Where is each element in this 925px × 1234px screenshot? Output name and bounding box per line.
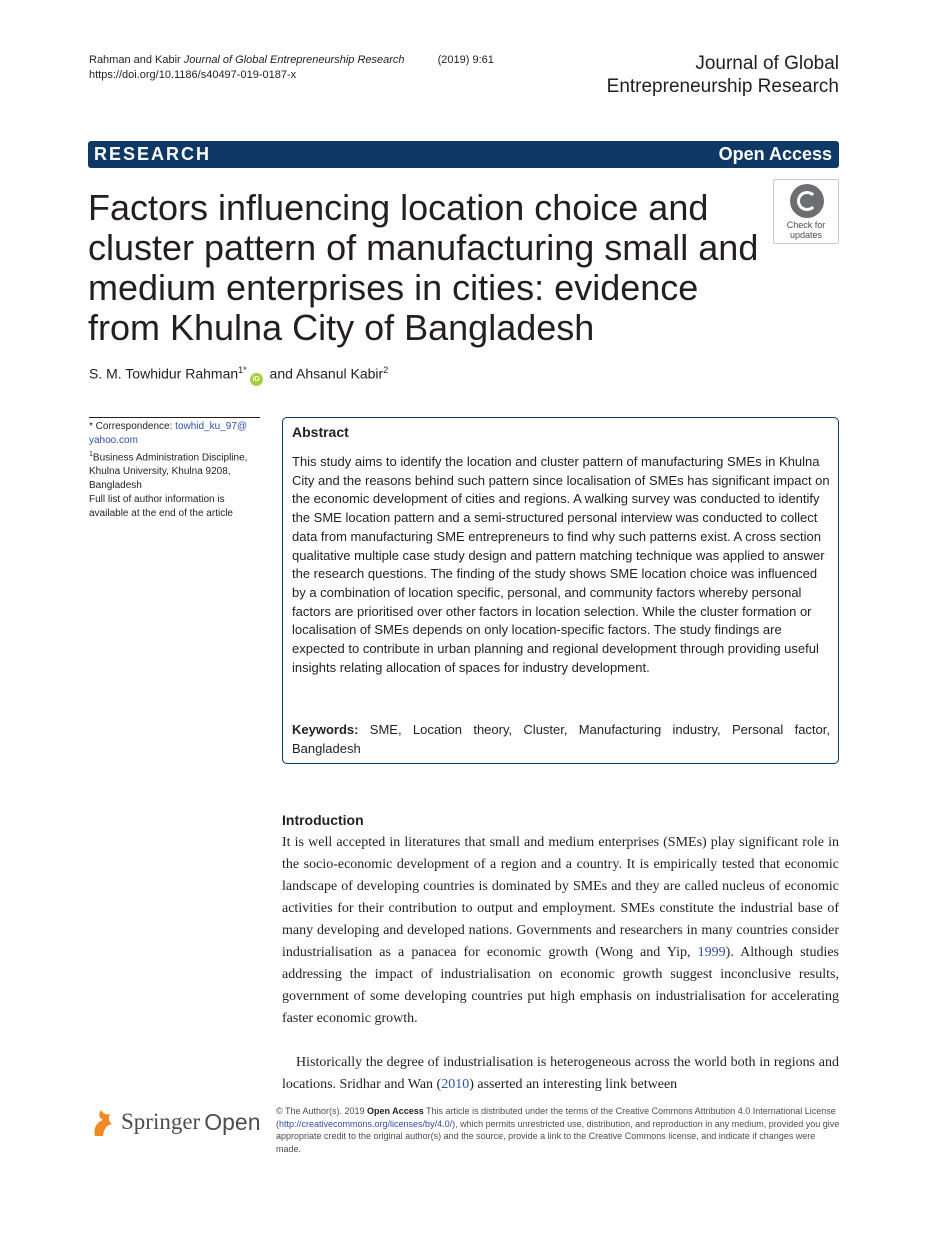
publisher-name: Springer [121,1109,201,1134]
intro-p2-text-b: ) asserted an interesting link between [469,1077,678,1092]
keywords-list: SME, Location theory, Cluster, Manufacturing industry, Personal factor, Bangladesh [292,722,830,756]
author-1-affil: 1* [238,365,247,375]
check-updates-line2: updates [789,230,823,240]
introduction-heading: Introduction [282,812,364,828]
publisher-open: Open [204,1108,261,1135]
correspondence-label: * Correspondence: [89,421,176,432]
abstract-box [282,417,839,764]
email-link-cont[interactable]: yahoo.com [89,435,138,446]
affiliation-text: Business Administration Discipline, Khulna University, Khulna 9208, Bangladesh [89,452,248,492]
intro-p1-text-a: It is well accepted in literatures that small and medium enterprises (SMEs) play significant role in the socio-economic development of a region and a country. It is empirically tested that economic landscape of developing countries is dominated by SMEs and they are called nucleus of economic activities for their contribution to output and employment. SMEs constitute the industrial base of many developing and developed nations. Governments and researchers in many countries consider industrialisation as a panacea for economic growth (Wong and Yip, [282,835,839,960]
check-updates-line1: Check for [786,220,826,230]
doi-link[interactable]: https://doi.org/10.1186/s40497-019-0187-x [89,69,297,81]
section-label: RESEARCH [94,144,212,164]
author-1[interactable]: S. M. Towhidur Rahman [89,365,239,382]
open-access-bold: Open Access [367,1106,424,1116]
open-access-label: Open Access [718,144,832,164]
author-2-affil: 2 [383,365,389,375]
keywords [292,721,830,758]
sidebar-divider [89,417,260,418]
intro-p1-text-b: ). Although studies addressing the impact of industrialisation on economic growth suggest inconclusive results, government of some developing countries put high emphasis on industrialisation for accelerating faster economic growth. [282,945,840,1026]
running-pages: (2019) 9:61 [437,54,494,66]
running-header [89,53,494,83]
check-for-updates-button[interactable] [773,179,839,244]
author-info-note: Full list of author information is available at the end of the article [89,494,233,520]
affiliation-sup: 1 [89,451,93,458]
running-authors: Rahman and Kabir [89,54,181,66]
license-url-link[interactable]: http://creativecommons.org/licenses/by/4.0/ [279,1118,453,1129]
springer-horse-icon [89,1106,115,1138]
citation-link-1999[interactable]: 1999 [697,945,726,960]
intro-paragraph-2 [282,1052,839,1096]
intro-p2-text-a: Historically the degree of industrialisation is heterogeneous across the world both in regions and locations. Sridhar and Wan ( [282,1055,839,1092]
license-statement [276,1105,841,1155]
journal-name-line1: Journal of Global [695,53,839,74]
publisher-logo [89,1106,260,1138]
abstract-text: This study aims to identify the location and cluster pattern of manufacturing SMEs in Khulna City and the reasons behind such pattern since localisation of SMEs has significant impact on the economic development of cities and regions. A walking survey was conducted to identify the SME location pattern and a semi-structured personal interview was conducted to collect data from manufacturing SME entrepreneurs to find why such patterns exist. A cross section qualitative multiple case study design and pattern matching technique was applied to answer the research questions. The finding of the study shows SME location choice was influenced by a combination of location specific, personal, and community factors whereby personal factors are prioritised over other factors in location selection. While the cluster formation or localisation of SMEs depends on only location-specific factors. The study findings are expected to contribute in urban planning and regional development through providing useful insights relating allocation of spaces for industry development. [292,454,830,675]
copyright-text: © The Author(s). 2019 [276,1106,368,1116]
check-updates-label [774,220,838,240]
correspondence [89,420,264,448]
intro-paragraph-1 [282,832,839,1030]
keywords-label: Keywords: [292,722,359,737]
email-link[interactable]: towhid_ku_97@ [175,421,248,432]
section-bar [88,141,839,168]
license-text-b: ), which permits unrestricted use, distribution, and reproduction in any medium, provided you give appropriate credit to the original author(s) and the source, provide a link to the Creative Commons license, and indicate if changes were made. [276,1118,840,1154]
check-updates-icon [790,184,824,218]
affiliation [89,448,264,493]
journal-name-line2: Entrepreneurship Research [606,76,839,97]
citation-link-2010[interactable]: 2010 [441,1077,470,1092]
author-2[interactable]: and Ahsanul Kabir [265,365,384,382]
license-text-a: This article is distributed under the terms of the Creative Commons Attribution 4.0 International License ( [276,1106,836,1129]
article-title: Factors influencing location choice and cluster pattern of manufacturing small and medium enterprises in cities: evidence from Khulna City of Bangladesh [88,187,759,348]
journal-name [607,52,839,98]
author-list [89,365,388,386]
orcid-icon[interactable]: iD [250,373,263,386]
author-sidebar [89,420,264,521]
abstract-heading: Abstract [292,424,349,440]
running-journal: Journal of Global Entrepreneurship Research [183,54,405,66]
